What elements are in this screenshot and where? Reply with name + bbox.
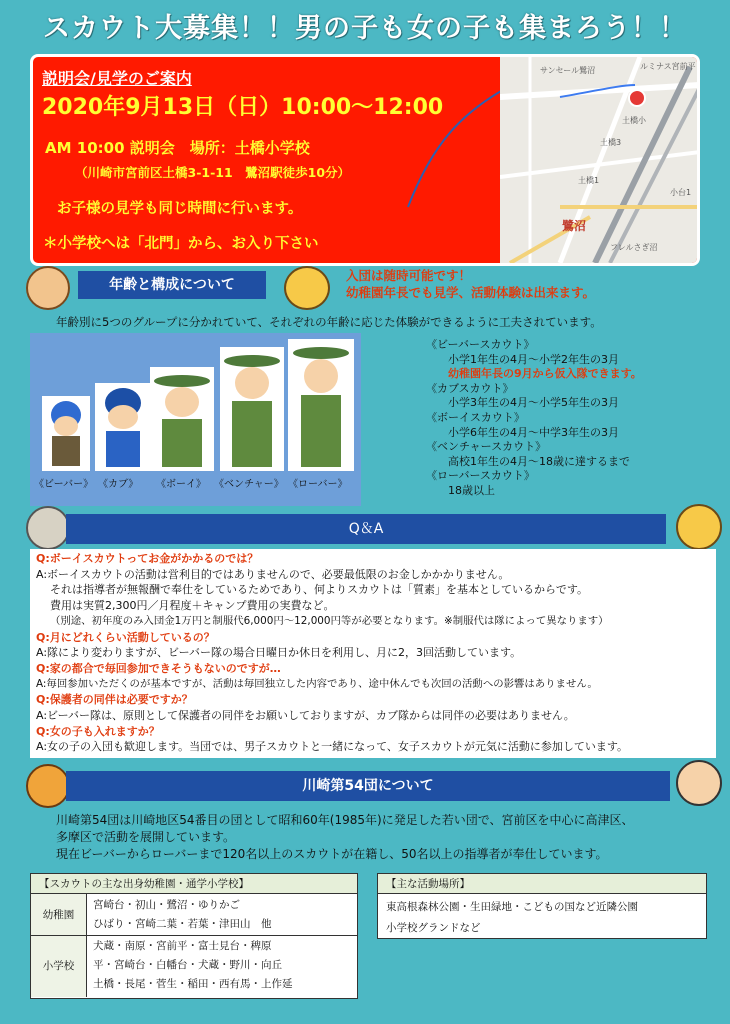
qa-answer: A:隊により変わりますが、ビーバー隊の場合日曜日か休日を利用し、月に2，3回活動しています。 [36, 646, 522, 660]
group-range: 18歳以上 [448, 483, 495, 497]
group-range: 小学3年生の4月～小学5年生の3月 [448, 396, 619, 410]
qa-answer: A:毎回参加いただくのが基本ですが、活動は毎回独立した内容であり、途中休んでも次回の活動への影響はありません。 [36, 677, 598, 690]
kinder-line: ひばり・宮崎二葉・若葉・津田山 他 [93, 918, 272, 930]
info-label: 説明会/見学のご案内 [42, 69, 192, 88]
group-name: 《カブスカウト》 [426, 381, 514, 395]
place-line: 小学校グランドなど [386, 922, 481, 934]
qa-panel [30, 549, 716, 758]
group-name: 《ボーイスカウト》 [426, 410, 525, 424]
leader-face-icon [676, 760, 722, 806]
chart-label: 《ボーイ》 [156, 479, 206, 490]
places-list [378, 894, 706, 942]
map-label: フレルさぎ沼 [610, 243, 658, 252]
info-date: 2020年9月13日（日）10:00～12:00 [42, 95, 444, 120]
join-anytime-note: 入団は随時可能です！ [346, 268, 472, 283]
info-gate: ＊小学校へは「北門」から、お入り下さい [43, 236, 319, 252]
group-list [426, 338, 642, 499]
map-label: ルミナス宮前平 [640, 62, 696, 71]
elem-line: 犬蔵・南原・宮前平・富士見台・稗原 [93, 940, 272, 952]
scout-groups-illustration [30, 333, 361, 506]
qa-answer: A:ボーイスカウトの活動は営利目的ではありませんので、必要最低限のお金しかかかりません。 [36, 567, 510, 581]
map-label: サンセール鷺沼 [540, 66, 596, 75]
schools-table [30, 873, 358, 999]
qa-answer: A:女の子の入団も歓迎します。当団では、男子スカウトと一緒になって、女子スカウトが元気に活動に参加しています。 [36, 740, 629, 754]
qa-question: Q:保護者の同伴は必要ですか？ [36, 693, 193, 707]
map-label: 小台1 [670, 188, 692, 197]
elem-line: 平・宮崎台・白幡台・犬蔵・野川・向丘 [93, 959, 282, 971]
elem-line: 土橋・長尾・菅生・稲田・西有馬・上作延 [93, 978, 293, 990]
goat-face-icon [26, 506, 70, 550]
map-label: 土橋小 [622, 116, 646, 125]
group-range: 小学1年生の4月～小学2年生の3月 [448, 352, 619, 366]
map-label: 土橋3 [600, 138, 622, 147]
cub-face-icon [26, 266, 70, 310]
chart-label: 《ベンチャー》 [214, 479, 284, 490]
qa-answer: A:ビーバー隊は、原則として保護者の同伴をお願いしておりますが、カブ隊からは同伴の必要はありません。 [36, 709, 575, 723]
kawasaki-description [56, 812, 633, 863]
qa-question: Q:女の子も入れますか？ [36, 724, 160, 738]
map-pin-icon [628, 89, 646, 107]
places-table [377, 873, 707, 939]
info-kids: お子様の見学も同じ時間に行います。 [57, 201, 303, 217]
group-extra: 幼稚園年長の9月から仮入隊できます。 [448, 367, 642, 381]
map [500, 57, 700, 263]
venture-scout-figure [220, 347, 284, 471]
qa-answer-more: （別途、初年度のみ入団金1万円と制服代6,000円～12,000円等が必要となります。※制服代は隊によって異なります） [50, 614, 609, 627]
boy-scout-figure [150, 367, 214, 471]
bear-face-icon [284, 266, 330, 310]
kinder-label: 幼稚園 [31, 894, 87, 936]
qa-question: Q:ボーイスカウトってお金がかかるのでは？ [36, 552, 259, 565]
rover-scout-figure [288, 339, 354, 471]
map-pointer-curve [403, 82, 513, 212]
chart-label: 《カブ》 [98, 479, 139, 490]
map-label: 土橋1 [578, 176, 600, 185]
qa-answer-more: 費用は実質2,300円／月程度＋キャンプ費用の実費など。 [50, 599, 335, 613]
bear-hat-face-icon [676, 504, 722, 550]
map-label-station: 鷺沼 [562, 219, 587, 233]
places-caption: 【主な活動場所】 [378, 874, 706, 894]
age-banner: 年齢と構成について [78, 271, 266, 299]
headline: スカウト大募集！！男の子も女の子も集まろう！！ [43, 13, 687, 44]
map-roads [500, 57, 700, 263]
kawasaki-banner: 川崎第54団について [66, 771, 670, 801]
info-session: AM 10:00 説明会 場所：土橋小学校 [45, 139, 310, 157]
group-range: 高校1年生の4月～18歳に達するまで [448, 454, 630, 468]
kawasaki-desc-line: 現在ビーバーからローバーまで120名以上のスカウトが在籍し、50名以上の指導者が奉仕しています。 [56, 847, 608, 861]
schools-caption: 【スカウトの主な出身幼稚園・通学小学校】 [31, 874, 357, 894]
group-name: 《ベンチャースカウト》 [426, 440, 547, 454]
info-address: （川崎市宮前区土橋3-1-11 鷺沼駅徒歩10分） [75, 165, 351, 180]
cub-scout-figure [95, 383, 151, 471]
kinder-trial-note: 幼稚園年長でも見学、活動体験は出来ます。 [346, 285, 596, 300]
group-range: 小学6年生の4月～中学3年生の3月 [448, 425, 619, 439]
kawasaki-desc-line: 川崎第54団は川崎地区54番目の団として昭和60年(1985年)に発足した若い団で、宮前区を中心に高津区、 [56, 813, 634, 827]
qa-banner: Q＆A [66, 514, 666, 544]
place-line: 東高根森林公園・生田緑地・こどもの国など近隣公園 [386, 901, 638, 913]
qa-question: Q:家の都合で毎回参加できそうもないのですが… [36, 661, 281, 675]
group-name: 《ローバースカウト》 [426, 469, 535, 483]
elem-list [87, 936, 357, 997]
beaver-scout-figure [42, 396, 90, 471]
group-name: 《ビーバースカウト》 [426, 338, 535, 351]
kawasaki-desc-line: 多摩区で活動を展開しています。 [56, 830, 236, 844]
kinder-list [87, 894, 357, 936]
qa-question: Q:月にどれくらい活動しているの？ [36, 630, 215, 644]
info-box [30, 54, 700, 266]
age-intro: 年齢別に5つのグループに分かれていて、それぞれの年齢に応じた体験ができるように工夫されています。 [56, 315, 602, 329]
chart-label: 《ビーバー》 [34, 479, 94, 490]
qa-answer-more: それは指導者が無報酬で奉仕をしているためであり、何よりスカウトは「質素」を基本としているからです。 [50, 583, 589, 597]
deer-face-icon [26, 764, 70, 808]
chart-label: 《ローバー》 [288, 479, 348, 490]
kinder-line: 宮崎台・初山・鷺沼・ゆりかご [93, 899, 240, 911]
elem-label: 小学校 [31, 936, 87, 997]
